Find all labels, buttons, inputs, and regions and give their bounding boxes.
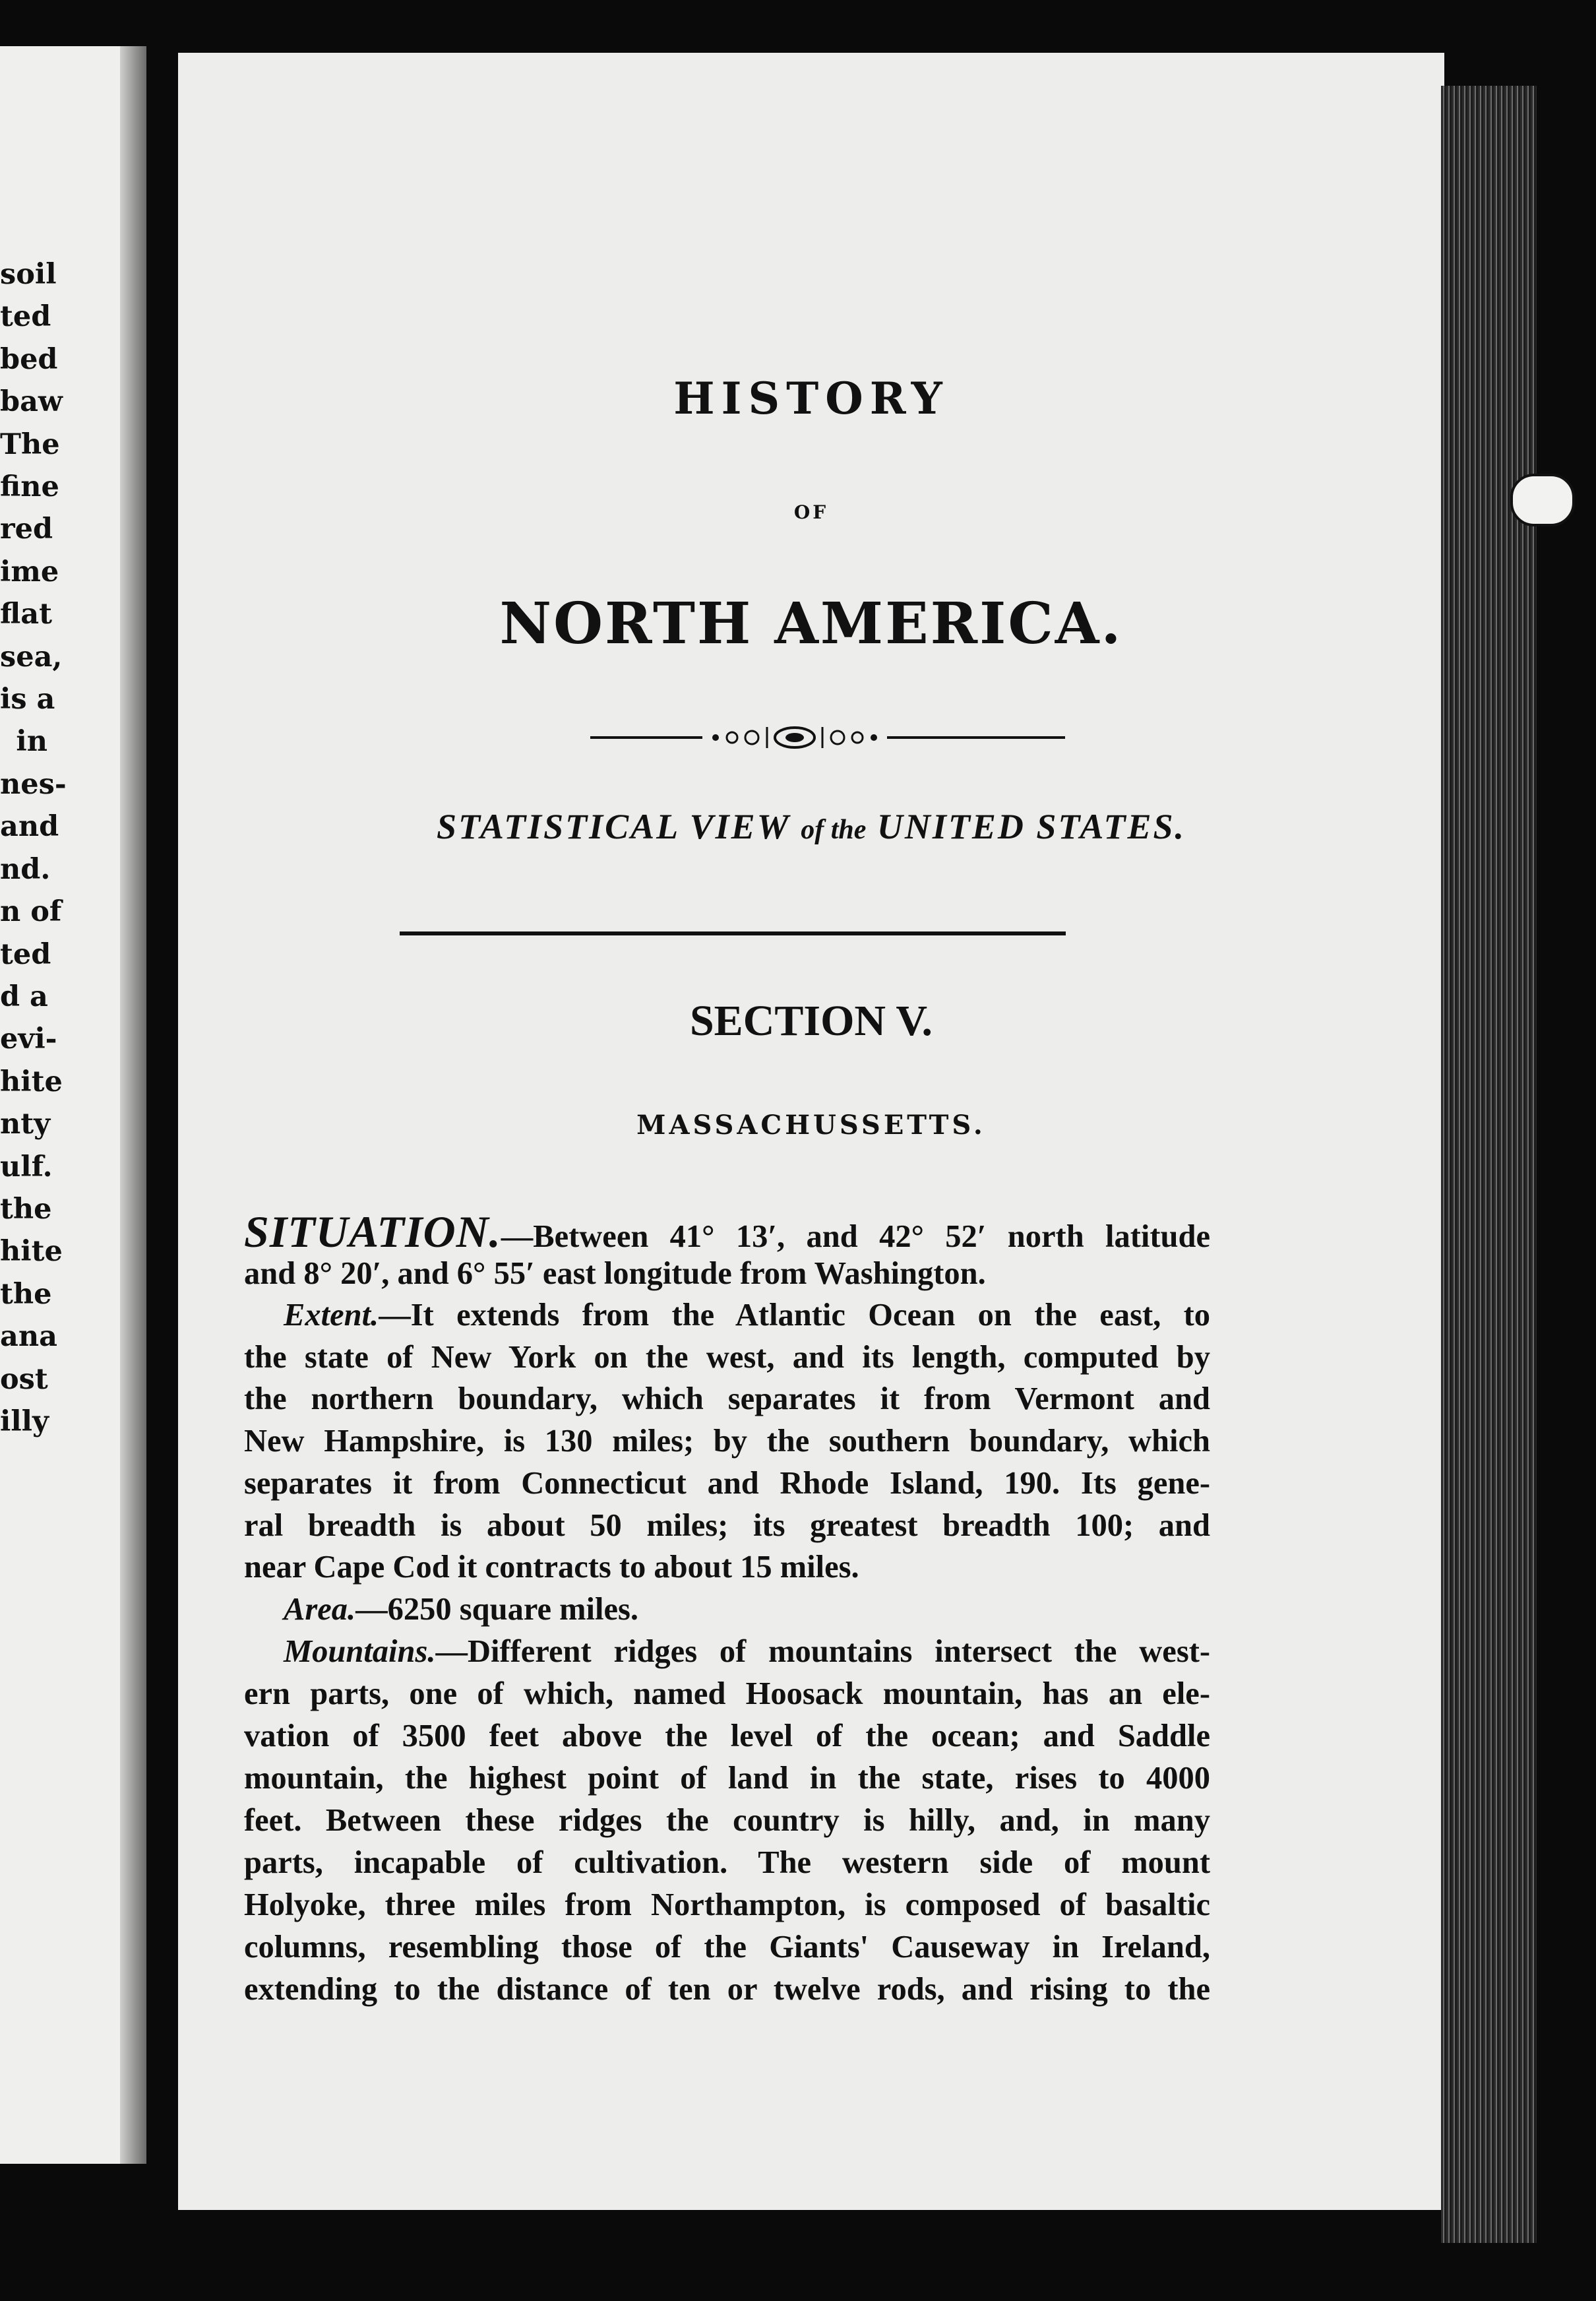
left-page-fragment: hite — [0, 1065, 63, 1098]
left-page-fragment: baw — [0, 385, 63, 419]
left-page-fragment: fine — [0, 470, 59, 504]
body-line-14: mountain, the highest point of land in the state, rises to 4000 — [244, 1761, 1210, 1796]
subtitle-statistical-view — [178, 806, 1444, 847]
title-north-america: NORTH AMERICA. — [499, 590, 1123, 657]
body-line-13: vation of 3500 feet above the level of the ocean; and Saddle — [244, 1718, 1210, 1753]
section-heading: SECTION V. — [689, 997, 933, 1045]
left-page-fragment: soil — [0, 258, 57, 291]
left-page-gutter — [120, 46, 146, 2164]
body-line-3-text: —It extends from the Atlantic Ocean on the east, to — [379, 1298, 1210, 1333]
left-page-fragment: d a — [0, 980, 48, 1013]
left-page-fragment: ulf. — [0, 1150, 53, 1183]
left-page-fragment: evi- — [0, 1023, 57, 1056]
body-line-1 — [244, 1207, 1210, 1257]
body-line-18: columns, resembling those of the Giants' Causeway in Ireland, — [244, 1930, 1210, 1965]
situation-label: SITUATION. — [244, 1207, 501, 1257]
body-line-17: Holyoke, three miles from Northampton, is composed of basaltic — [244, 1887, 1210, 1922]
left-page-fragment: sea, — [0, 640, 63, 674]
body-line-15: feet. Between these ridges the country is hilly, and, in many — [244, 1803, 1210, 1838]
left-page-fragment: and — [0, 810, 59, 844]
body-line-10-text: —6250 square miles. — [355, 1592, 638, 1627]
subtitle-part2: of the — [801, 815, 867, 845]
left-page-fragment: flat — [0, 598, 52, 631]
body-line-9: near Cape Cod it contracts to about 15 miles. — [244, 1550, 859, 1585]
body-line-16: parts, incapable of cultivation. The western side of mount — [244, 1845, 1210, 1880]
state-heading: MASSACHUSSETTS. — [636, 1110, 986, 1141]
area-label: Area. — [284, 1592, 356, 1627]
left-page-fragment: hite — [0, 1235, 63, 1269]
body-line-1-text: —Between 41° 13′, and 42° 52′ north latitude — [501, 1219, 1210, 1254]
left-page-fragment: ost — [0, 1362, 48, 1396]
left-page-fragment: The — [0, 427, 60, 461]
body-line-19: extending to the distance of ten or twelve rods, and rising to the — [244, 1972, 1210, 2007]
body-line-3 — [244, 1295, 1210, 1336]
subtitle-part1: STATISTICAL VIEW — [437, 807, 790, 846]
left-page-fragment: ana — [0, 1320, 57, 1354]
left-page-fragment: n of — [0, 895, 62, 929]
left-page-text-fragments — [0, 253, 67, 1443]
body-line-4: the state of New York on the west, and its length, computed by — [244, 1340, 1210, 1375]
left-page-fragment: red — [0, 513, 53, 546]
body-line-7: separates it from Connecticut and Rhode Island, 190. Its gene- — [244, 1466, 1210, 1501]
left-page-fragment: is a — [0, 683, 55, 716]
body-line-11 — [244, 1631, 1210, 1672]
book-fore-edge — [1441, 86, 1537, 2243]
mountains-label: Mountains. — [284, 1634, 436, 1669]
body-line-2: and 8° 20′, and 6° 55′ east longitude from Washington. — [244, 1256, 986, 1291]
body-line-6: New Hampshire, is 130 miles; by the southern boundary, which — [244, 1424, 1210, 1459]
left-page-fragment: the — [0, 1192, 52, 1226]
horizontal-rule — [400, 931, 1066, 935]
left-page-fragment: illy — [0, 1404, 49, 1438]
book-edge-shadow — [1537, 86, 1596, 2243]
left-page-fragment: the — [0, 1277, 52, 1311]
left-page-fragment: ted — [0, 937, 51, 971]
left-page-fragment: ted — [0, 300, 51, 334]
left-page-fragment: in — [16, 725, 47, 759]
left-page-fragment: ime — [0, 555, 59, 588]
left-page-fragment: nes- — [0, 767, 67, 801]
body-line-12: ern parts, one of which, named Hoosack mountain, has an ele- — [244, 1676, 1210, 1711]
extent-label: Extent. — [284, 1298, 379, 1333]
title-history: HISTORY — [673, 373, 949, 424]
body-line-5: the northern boundary, which separates it from Vermont and — [244, 1381, 1210, 1416]
body-line-10 — [244, 1589, 1210, 1630]
title-of: OF — [793, 501, 829, 523]
left-page-fragment: nty — [0, 1108, 51, 1141]
body-line-11-text: —Different ridges of mountains intersect the west- — [435, 1634, 1210, 1669]
body-line-8: ral breadth is about 50 miles; its greatest breadth 100; and — [244, 1508, 1210, 1543]
left-page-fragment: bed — [0, 342, 58, 376]
left-page-fragment: nd. — [0, 852, 51, 886]
decorative-ornament — [590, 726, 1065, 749]
page-tab-marker — [1510, 474, 1575, 526]
subtitle-part3: UNITED STATES. — [876, 807, 1186, 846]
